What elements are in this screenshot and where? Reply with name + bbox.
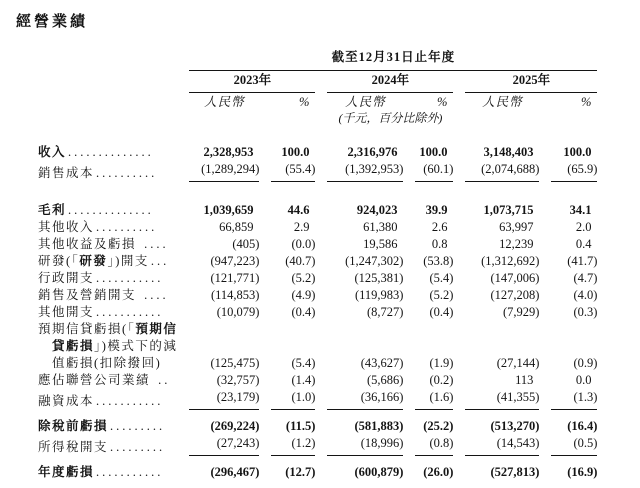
row-label — [38, 161, 177, 182]
value-cell: 1,073,715 — [483, 203, 534, 217]
value-cell: (1.6) — [415, 389, 453, 410]
value-cell: (127,208) — [490, 288, 540, 302]
value-cell: (4.7) — [573, 271, 598, 285]
table-row-revenue — [38, 144, 597, 161]
label-text: 融資成本 — [38, 394, 95, 408]
label-text: 其他收益及虧損 — [38, 237, 137, 251]
value-cell: (1.9) — [429, 356, 454, 370]
row-label — [38, 389, 177, 410]
value-cell: (12.7) — [285, 465, 316, 479]
label-text: 研發 — [79, 254, 108, 268]
label-text: 銷售成本 — [38, 166, 95, 180]
value-cell: 39.9 — [425, 203, 448, 217]
percent-header: % — [299, 95, 310, 109]
value-cell: 2.6 — [431, 220, 448, 234]
table-row-ecl-impairment-losses — [38, 321, 597, 372]
value-cell: 100.0 — [281, 145, 310, 159]
value-cell: (16.9) — [567, 465, 598, 479]
page-title: 經營業績 — [16, 14, 89, 30]
label-text: 毛利 — [38, 203, 67, 217]
row-label — [38, 304, 177, 321]
label-text: 」)開支 — [107, 254, 149, 268]
dot-leader: .......... — [96, 220, 158, 234]
value-cell: (26.0) — [423, 465, 454, 479]
value-cell: 61,380 — [363, 220, 398, 234]
value-cell: 924,023 — [356, 203, 398, 217]
value-cell: (27,243) — [189, 435, 259, 456]
row-label — [38, 410, 177, 435]
currency-header: 人民幣 — [204, 95, 245, 109]
table-row-other-expenses — [38, 304, 597, 321]
label-text: 」)模式下的減 — [94, 339, 178, 353]
value-cell: (23,179) — [189, 389, 259, 410]
subheader-row — [38, 93, 597, 111]
dot-leader: ......... — [110, 440, 166, 454]
dot-leader: .... — [138, 237, 169, 251]
unit-note: (千元，百分比除外) — [338, 111, 443, 125]
value-cell: 113 — [515, 373, 534, 387]
currency-header: 人民幣 — [482, 95, 523, 109]
document-page — [0, 10, 640, 488]
dot-leader: .............. — [68, 203, 154, 217]
value-cell: (65.9) — [551, 161, 597, 182]
row-label — [38, 456, 177, 481]
row-label — [38, 219, 177, 236]
row-label — [38, 287, 177, 304]
table-row-other-income — [38, 219, 597, 236]
label-text: 其他收入 — [38, 220, 95, 234]
value-cell: 0.4 — [575, 237, 592, 251]
label-text: 值虧損(扣除撥回) — [52, 356, 162, 370]
value-cell: (11.5) — [285, 419, 316, 433]
value-cell: (1.0) — [271, 389, 315, 410]
value-cell: 19,586 — [363, 237, 398, 251]
dot-leader: ......... — [110, 419, 166, 433]
spacer-cell — [38, 111, 177, 144]
label-text: 除稅前虧損 — [38, 419, 109, 433]
dot-leader: ........... — [96, 305, 164, 319]
operating-results-table — [26, 47, 609, 481]
row-label — [38, 144, 177, 161]
value-cell: 12,239 — [499, 237, 534, 251]
value-cell: 100.0 — [419, 145, 448, 159]
year-header-2023: 2023年 — [189, 71, 315, 93]
table-row-gross-profit — [38, 182, 597, 219]
value-cell: (1.3) — [551, 389, 597, 410]
value-cell: (581,883) — [354, 419, 404, 433]
label-text: 貸虧損 — [52, 339, 95, 353]
value-cell: (1.2) — [271, 435, 315, 456]
value-cell: (5.4) — [291, 356, 316, 370]
value-cell: (405) — [232, 237, 260, 251]
table-row-loss-before-tax — [38, 410, 597, 435]
value-cell: 100.0 — [563, 145, 592, 159]
value-cell: (147,006) — [490, 271, 540, 285]
value-cell: (1,289,294) — [189, 161, 259, 182]
value-cell: 2,316,976 — [347, 145, 398, 159]
value-cell: (1,247,302) — [345, 254, 404, 268]
table-header — [38, 47, 597, 144]
value-cell: (2,074,688) — [465, 161, 539, 182]
label-text: 所得稅開支 — [38, 440, 109, 454]
value-cell: (36,166) — [327, 389, 403, 410]
percent-header: % — [581, 95, 592, 109]
value-cell: (0.4) — [429, 305, 454, 319]
table-row-selling-marketing-expenses — [38, 287, 597, 304]
value-cell: 3,148,403 — [483, 145, 534, 159]
value-cell: (600,879) — [354, 465, 404, 479]
value-cell: (0.3) — [573, 305, 598, 319]
value-cell: (125,475) — [210, 356, 260, 370]
value-cell: (1,312,692) — [481, 254, 540, 268]
table-row-other-gains-and-losses — [38, 236, 597, 253]
value-cell: (0.5) — [551, 435, 597, 456]
label-text: 研發(「 — [38, 254, 80, 268]
row-label — [38, 253, 177, 270]
table-row-admin-expenses — [38, 270, 597, 287]
value-cell: (8,727) — [366, 305, 404, 319]
table-row-rd-expenses — [38, 253, 597, 270]
value-cell: (5.4) — [429, 271, 454, 285]
year-header-2025: 2025年 — [465, 71, 597, 93]
value-cell: 0.0 — [575, 373, 592, 387]
period-header: 截至12月31日止年度 — [189, 47, 597, 71]
row-label — [38, 435, 177, 456]
label-text: 預期信貸虧損(「 — [38, 322, 136, 336]
row-label — [38, 270, 177, 287]
spacer-cell — [465, 111, 597, 144]
dot-leader: ........... — [96, 465, 164, 479]
label-text: 收入 — [38, 145, 67, 159]
value-cell: (0.9) — [573, 356, 598, 370]
value-cell: (7,929) — [502, 305, 540, 319]
table-row-share-of-associates-results — [38, 372, 597, 389]
value-cell: (947,223) — [210, 254, 260, 268]
value-cell: (25.2) — [423, 419, 454, 433]
unit-note-row — [38, 111, 597, 144]
table-body — [38, 144, 597, 481]
dot-leader: .. — [152, 373, 171, 387]
dot-leader: ........... — [96, 271, 164, 285]
value-cell: (53.8) — [423, 254, 454, 268]
dot-leader: .... — [138, 288, 169, 302]
value-cell: 0.8 — [431, 237, 448, 251]
label-text: 銷售及營銷開支 — [38, 288, 137, 302]
value-cell: 34.1 — [569, 203, 592, 217]
value-cell: 2.0 — [575, 220, 592, 234]
value-cell: (14,543) — [465, 435, 539, 456]
row-label — [38, 182, 177, 219]
value-cell: (5,686) — [366, 373, 404, 387]
year-header-row — [38, 71, 597, 93]
row-label — [38, 321, 177, 372]
percent-header: % — [437, 95, 448, 109]
value-cell: (10,079) — [216, 305, 260, 319]
label-text: 行政開支 — [38, 271, 95, 285]
value-cell: (119,983) — [354, 288, 404, 302]
value-cell: (5.2) — [429, 288, 454, 302]
currency-header: 人民幣 — [345, 95, 386, 109]
value-cell: (0.4) — [291, 305, 316, 319]
value-cell: (41,355) — [465, 389, 539, 410]
value-cell: (513,270) — [490, 419, 540, 433]
year-header-2024: 2024年 — [327, 71, 453, 93]
value-cell: 2.9 — [293, 220, 310, 234]
table-row-finance-costs — [38, 389, 597, 410]
value-cell: (40.7) — [285, 254, 316, 268]
value-cell: (1.4) — [291, 373, 316, 387]
value-cell: (4.9) — [291, 288, 316, 302]
label-text: 預期信 — [135, 322, 178, 336]
value-cell: 66,859 — [219, 220, 254, 234]
value-cell: (16.4) — [567, 419, 598, 433]
value-cell: (27,144) — [496, 356, 540, 370]
table-row-cost-of-sales — [38, 161, 597, 182]
value-cell: (0.8) — [415, 435, 453, 456]
table-row-income-tax-expense — [38, 435, 597, 456]
value-cell: (43,627) — [360, 356, 404, 370]
value-cell: (32,757) — [216, 373, 260, 387]
dot-leader: ... — [150, 254, 170, 268]
value-cell: (4.0) — [573, 288, 598, 302]
value-cell: (0.2) — [429, 373, 454, 387]
value-cell: (269,224) — [210, 419, 260, 433]
table-row-loss-for-the-year — [38, 456, 597, 481]
row-label — [38, 372, 177, 389]
value-cell: (296,467) — [210, 465, 260, 479]
dot-leader: ........... — [96, 394, 164, 408]
label-text: 應佔聯營公司業績 — [38, 373, 151, 387]
value-cell: (41.7) — [567, 254, 598, 268]
label-text: 其他開支 — [38, 305, 95, 319]
label-text: 年度虧損 — [38, 465, 95, 479]
value-cell: 44.6 — [287, 203, 310, 217]
spacer-cell — [38, 71, 177, 93]
spacer-cell — [38, 93, 177, 111]
value-cell: 63,997 — [499, 220, 534, 234]
period-header-row — [38, 47, 597, 71]
value-cell: (0.0) — [291, 237, 316, 251]
value-cell: (60.1) — [415, 161, 453, 182]
value-cell: (121,771) — [210, 271, 260, 285]
value-cell: 2,328,953 — [203, 145, 254, 159]
value-cell: (1,392,953) — [327, 161, 403, 182]
dot-leader: .......... — [96, 166, 158, 180]
value-cell: (55.4) — [271, 161, 315, 182]
spacer-cell — [189, 111, 315, 144]
value-cell: (18,996) — [327, 435, 403, 456]
value-cell: (125,381) — [354, 271, 404, 285]
dot-leader: .............. — [68, 145, 154, 159]
row-label — [38, 236, 177, 253]
spacer-cell — [38, 47, 177, 71]
value-cell: (5.2) — [291, 271, 316, 285]
value-cell: 1,039,659 — [203, 203, 254, 217]
value-cell: (114,853) — [210, 288, 260, 302]
value-cell: (527,813) — [490, 465, 540, 479]
